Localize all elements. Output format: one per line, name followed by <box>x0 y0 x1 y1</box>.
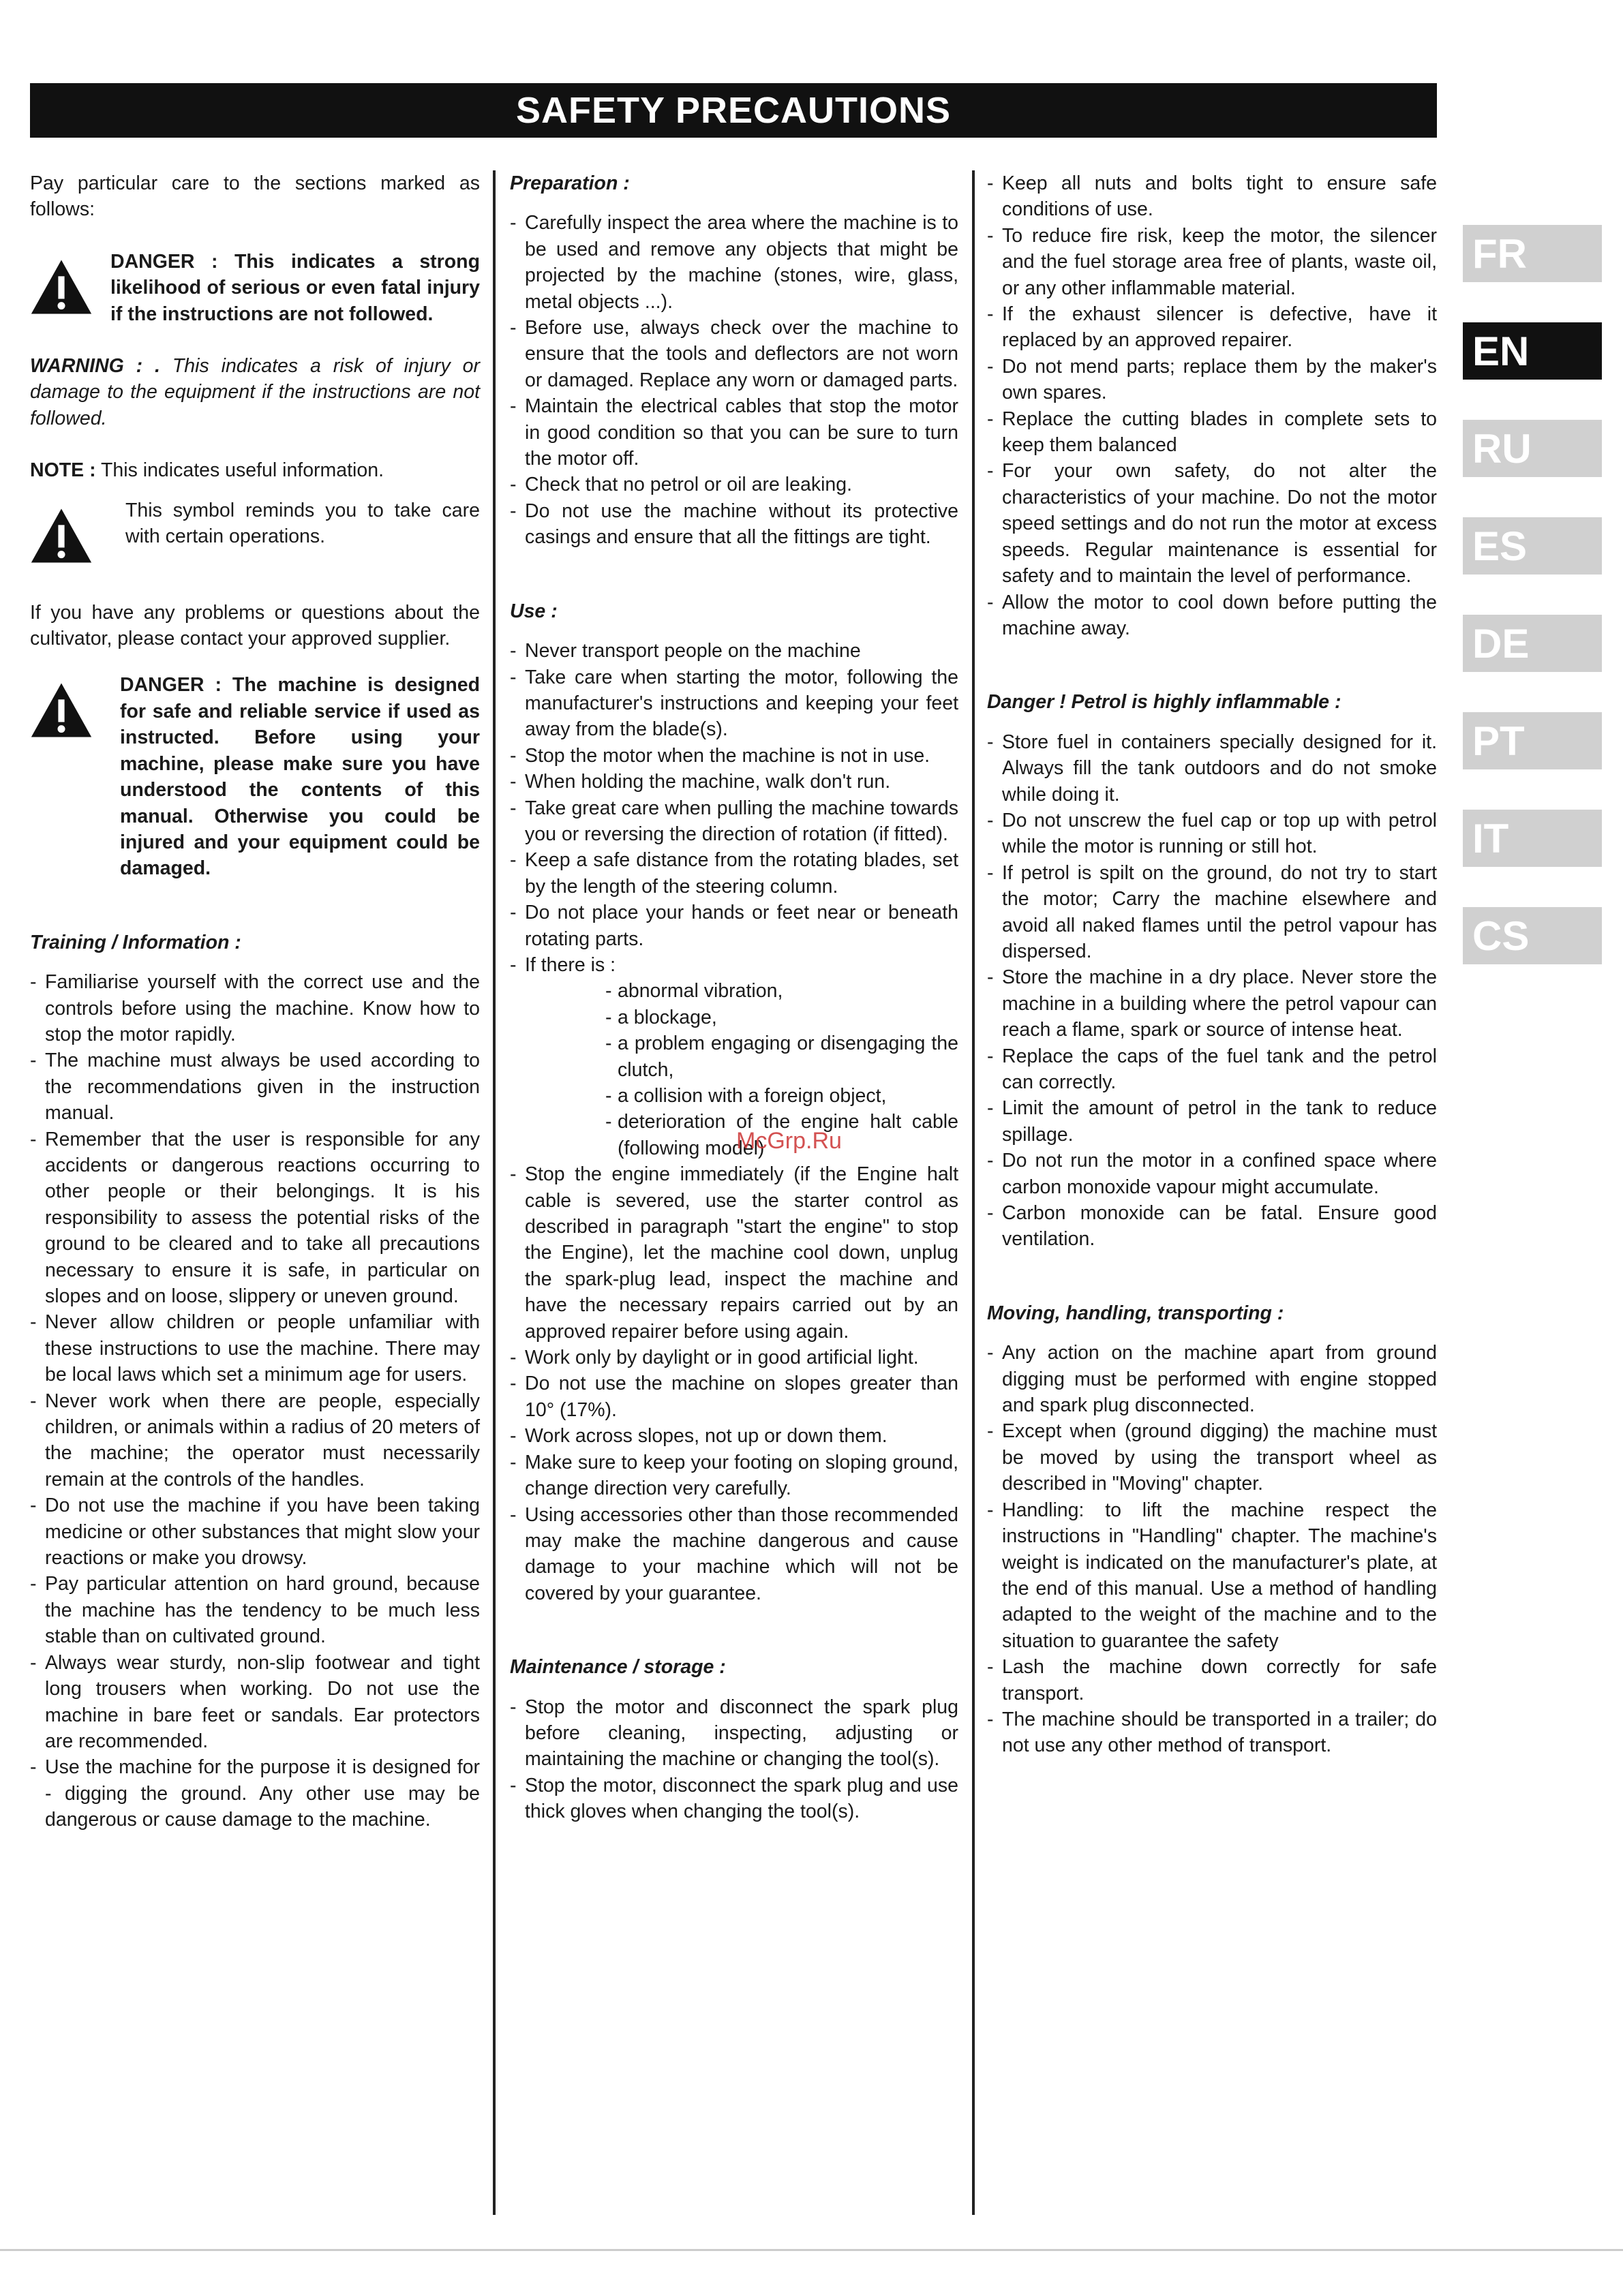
list-item: - Limit the amount of petrol in the tank to reduce spillage. <box>987 1095 1437 1148</box>
list-item: - Lash the machine down correctly for safe transport. <box>987 1654 1437 1706</box>
list-item: - Store the machine in a dry place. Never store the machine in a building where the petrol vapour can reach a flame, spark or source of intense heat. <box>987 964 1437 1043</box>
symbol-text: This symbol reminds you to take care with certain operations. <box>125 499 480 548</box>
list-item: - If the exhaust silencer is defective, have it replaced by an approved repairer. <box>987 301 1437 354</box>
tab-language-en[interactable]: EN <box>1463 322 1602 380</box>
column-right <box>987 170 1437 1759</box>
list-item: - If there is : <box>510 952 958 978</box>
symbol-block <box>30 498 480 564</box>
use-list-continued <box>510 1161 958 1606</box>
list-item: - Never work when there are people, especially children, or animals within a radius of 20 meters of the machine; the operator must necessarily remain at the controls of the handles. <box>30 1388 480 1493</box>
list-item: - Make sure to keep your footing on sloping ground, change direction very carefully. <box>510 1450 958 1502</box>
contact-text: If you have any problems or questions about the cultivator, please contact your approved supplier. <box>30 601 480 650</box>
note-label: NOTE : <box>30 459 96 482</box>
use-sublist <box>510 978 958 1161</box>
moving-list <box>987 1340 1437 1759</box>
page-bottom-rule <box>0 2249 1623 2251</box>
list-item: - Work only by daylight or in good artificial light. <box>510 1345 958 1371</box>
list-item: - Store fuel in containers specially designed for it. Always fill the tank outdoors and do not smoke while doing it. <box>987 729 1437 808</box>
danger-text: DANGER : The machine is designed for safe and reliable service if used as instructed. Before using your machine, please make sure you have understood the contents of this manual. Otherwise you could be injured and your equipment could be damaged. <box>120 674 480 880</box>
list-item: - Keep a safe distance from the rotating blades, set by the length of the steering column. <box>510 847 958 900</box>
list-item: - Stop the motor when the machine is not in use. <box>510 743 958 769</box>
list-item: - abnormal vibration, <box>605 978 958 1004</box>
list-item: - Stop the motor, disconnect the spark plug and use thick gloves when changing the tool(s). <box>510 1773 958 1825</box>
language-tabs <box>1463 225 1602 1005</box>
use-list <box>510 638 958 978</box>
section-heading-training: Training / Information : <box>30 931 241 953</box>
list-item: - Carefully inspect the area where the machine is to be used and remove any objects that might be projected by the machine (stones, wire, glass, metal objects ...). <box>510 210 958 315</box>
list-item: - a collision with a foreign object, <box>605 1083 958 1109</box>
warning-triangle-icon <box>30 498 125 564</box>
list-item: - Check that no petrol or oil are leaking. <box>510 472 958 498</box>
list-item: - Familiarise yourself with the correct use and the controls before using the machine. Know how to stop the motor rapidly. <box>30 969 480 1047</box>
list-item: - When holding the machine, walk don't run. <box>510 769 958 795</box>
list-item: - Stop the engine immediately (if the Engine halt cable is severed, use the starter control as described in paragraph "start the engine" to stop the Engine), let the machine cool down, unplug the spark-plug lead, inspect the machine and have the necessary repairs carried out by an approved repairer before using again. <box>510 1161 958 1345</box>
tab-language-es[interactable]: ES <box>1463 517 1602 575</box>
danger-block <box>30 672 480 881</box>
warning-label: WARNING : . <box>30 355 160 378</box>
tab-language-pt[interactable]: PT <box>1463 712 1602 769</box>
list-item: - Do not place your hands or feet near or beneath rotating parts. <box>510 900 958 952</box>
general-safety-list <box>987 170 1437 641</box>
list-item: - Do not unscrew the fuel cap or top up with petrol while the motor is running or still hot. <box>987 808 1437 860</box>
list-item: - Replace the cutting blades in complete sets to keep them balanced <box>987 406 1437 459</box>
petrol-list <box>987 729 1437 1253</box>
list-item: - Before use, always check over the machine to ensure that the tools and deflectors are not worn or damaged. Replace any worn or damaged parts. <box>510 315 958 393</box>
list-item: - Never transport people on the machine <box>510 638 958 664</box>
column-divider <box>972 170 975 2215</box>
list-item: - Stop the motor and disconnect the spark plug before cleaning, inspecting, adjusting or maintaining the machine or changing the tool(s). <box>510 1694 958 1773</box>
list-item: - Maintain the electrical cables that stop the motor in good condition so that you can be sure to turn the motor off. <box>510 393 958 472</box>
tab-language-cs[interactable]: CS <box>1463 907 1602 964</box>
page-title: SAFETY PRECAUTIONS <box>30 83 1437 138</box>
list-item: - Do not run the motor in a confined space where carbon monoxide vapour might accumulate. <box>987 1148 1437 1200</box>
list-item: - a problem engaging or disengaging the clutch, <box>605 1030 958 1083</box>
list-item: - The machine should be transported in a trailer; do not use any other method of transport. <box>987 1706 1437 1759</box>
danger-block <box>30 249 480 327</box>
column-middle <box>510 170 958 1825</box>
note-text: This indicates useful information. <box>95 459 384 482</box>
list-item: - deterioration of the engine halt cable (following model) <box>605 1109 958 1161</box>
list-item: - Replace the caps of the fuel tank and the petrol can correctly. <box>987 1043 1437 1096</box>
list-item: - Take great care when pulling the machine towards you or reversing the direction of rotation (if fitted). <box>510 795 958 848</box>
list-item: - Do not use the machine if you have been taking medicine or other substances that might slow your reactions or make you drowsy. <box>30 1493 480 1571</box>
list-item: - The machine must always be used according to the recommendations given in the instruction manual. <box>30 1047 480 1126</box>
watermark: McGrp.Ru <box>736 1128 842 1154</box>
column-divider <box>493 170 496 2215</box>
list-item: - Do not mend parts; replace them by the maker's own spares. <box>987 354 1437 406</box>
warning-triangle-icon <box>30 672 120 739</box>
list-item: - Any action on the machine apart from ground digging must be performed with engine stopped and spark plug disconnected. <box>987 1340 1437 1418</box>
list-item: - Take care when starting the motor, following the manufacturer's instructions and keeping your feet away from the blade(s). <box>510 664 958 743</box>
danger-text: DANGER : This indicates a strong likelihood of serious or even fatal injury if the instructions are not followed. <box>110 250 480 325</box>
note-paragraph <box>30 457 480 483</box>
list-item: - Do not use the machine without its protective casings and ensure that all the fittings are tight. <box>510 498 958 551</box>
preparation-list <box>510 210 958 550</box>
list-item: - Pay particular attention on hard ground, because the machine has the tendency to be much less stable than on cultivated ground. <box>30 1571 480 1649</box>
training-list <box>30 969 480 1833</box>
section-heading-preparation: Preparation : <box>510 172 630 194</box>
maintenance-list <box>510 1694 958 1825</box>
tab-language-fr[interactable]: FR <box>1463 225 1602 282</box>
section-heading-use: Use : <box>510 600 558 622</box>
section-heading-petrol: Danger ! Petrol is highly inflammable : <box>987 691 1341 714</box>
list-item: - Work across slopes, not up or down them. <box>510 1423 958 1449</box>
list-item: - Except when (ground digging) the machine must be moved by using the transport wheel as described in "Moving" chapter. <box>987 1418 1437 1497</box>
list-item: - Keep all nuts and bolts tight to ensure safe conditions of use. <box>987 170 1437 223</box>
list-item: - To reduce fire risk, keep the motor, the silencer and the fuel storage area free of plants, waste oil, or any other inflammable material. <box>987 223 1437 301</box>
list-item: - Remember that the user is responsible for any accidents or dangerous reactions occurring to other people or their belongings. It is his responsibility to assess the potential risks of the ground to be cleared and to take all precautions necessary to ensure it is safe, in particular on slopes and on loose, slippery or uneven ground. <box>30 1127 480 1310</box>
list-item: - a blockage, <box>605 1005 958 1030</box>
column-left <box>30 170 480 1833</box>
list-item: - If petrol is spilt on the ground, do not try to start the motor; Carry the machine elsewhere and avoid all naked flames until the petrol vapour has dispersed. <box>987 860 1437 965</box>
intro-text: Pay particular care to the sections marked as follows: <box>30 172 480 221</box>
tab-language-de[interactable]: DE <box>1463 615 1602 672</box>
list-item: - Allow the motor to cool down before putting the machine away. <box>987 590 1437 642</box>
list-item: - Use the machine for the purpose it is designed for - digging the ground. Any other use may be dangerous or cause damage to the machine. <box>30 1754 480 1833</box>
list-item: - Do not use the machine on slopes greater than 10° (17%). <box>510 1371 958 1423</box>
warning-paragraph <box>30 353 480 431</box>
list-item: - Handling: to lift the machine respect the instructions in "Handling" chapter. The machine's weight is indicated on the manufacturer's plate, at the end of this manual. Use a method of handling adapted to the weight of the machine and to the situation to guarantee the safety <box>987 1497 1437 1654</box>
list-item: - Using accessories other than those recommended may make the machine dangerous and cause damage to your machine which will not be covered by your guarantee. <box>510 1502 958 1607</box>
list-item: - For your own safety, do not alter the characteristics of your machine. Do not the motor speed settings and do not run the motor at excess speeds. Regular maintenance is essential for safety and to maintain the level of performance. <box>987 458 1437 589</box>
warning-text: This indicates a risk of injury or damage to the equipment if the instructions are not followed. <box>30 355 480 429</box>
warning-triangle-icon <box>30 249 110 316</box>
section-heading-maintenance: Maintenance / storage : <box>510 1656 726 1679</box>
list-item: - Always wear sturdy, non-slip footwear and tight long trousers when working. Do not use the machine in bare feet or sandals. Ear protectors are recommended. <box>30 1650 480 1755</box>
tab-language-it[interactable]: IT <box>1463 810 1602 867</box>
list-item: - Never allow children or people unfamiliar with these instructions to use the machine. There may be local laws which set a minimum age for users. <box>30 1309 480 1388</box>
list-item: - Carbon monoxide can be fatal. Ensure good ventilation. <box>987 1200 1437 1253</box>
section-heading-moving: Moving, handling, transporting : <box>987 1302 1284 1324</box>
tab-language-ru[interactable]: RU <box>1463 420 1602 477</box>
